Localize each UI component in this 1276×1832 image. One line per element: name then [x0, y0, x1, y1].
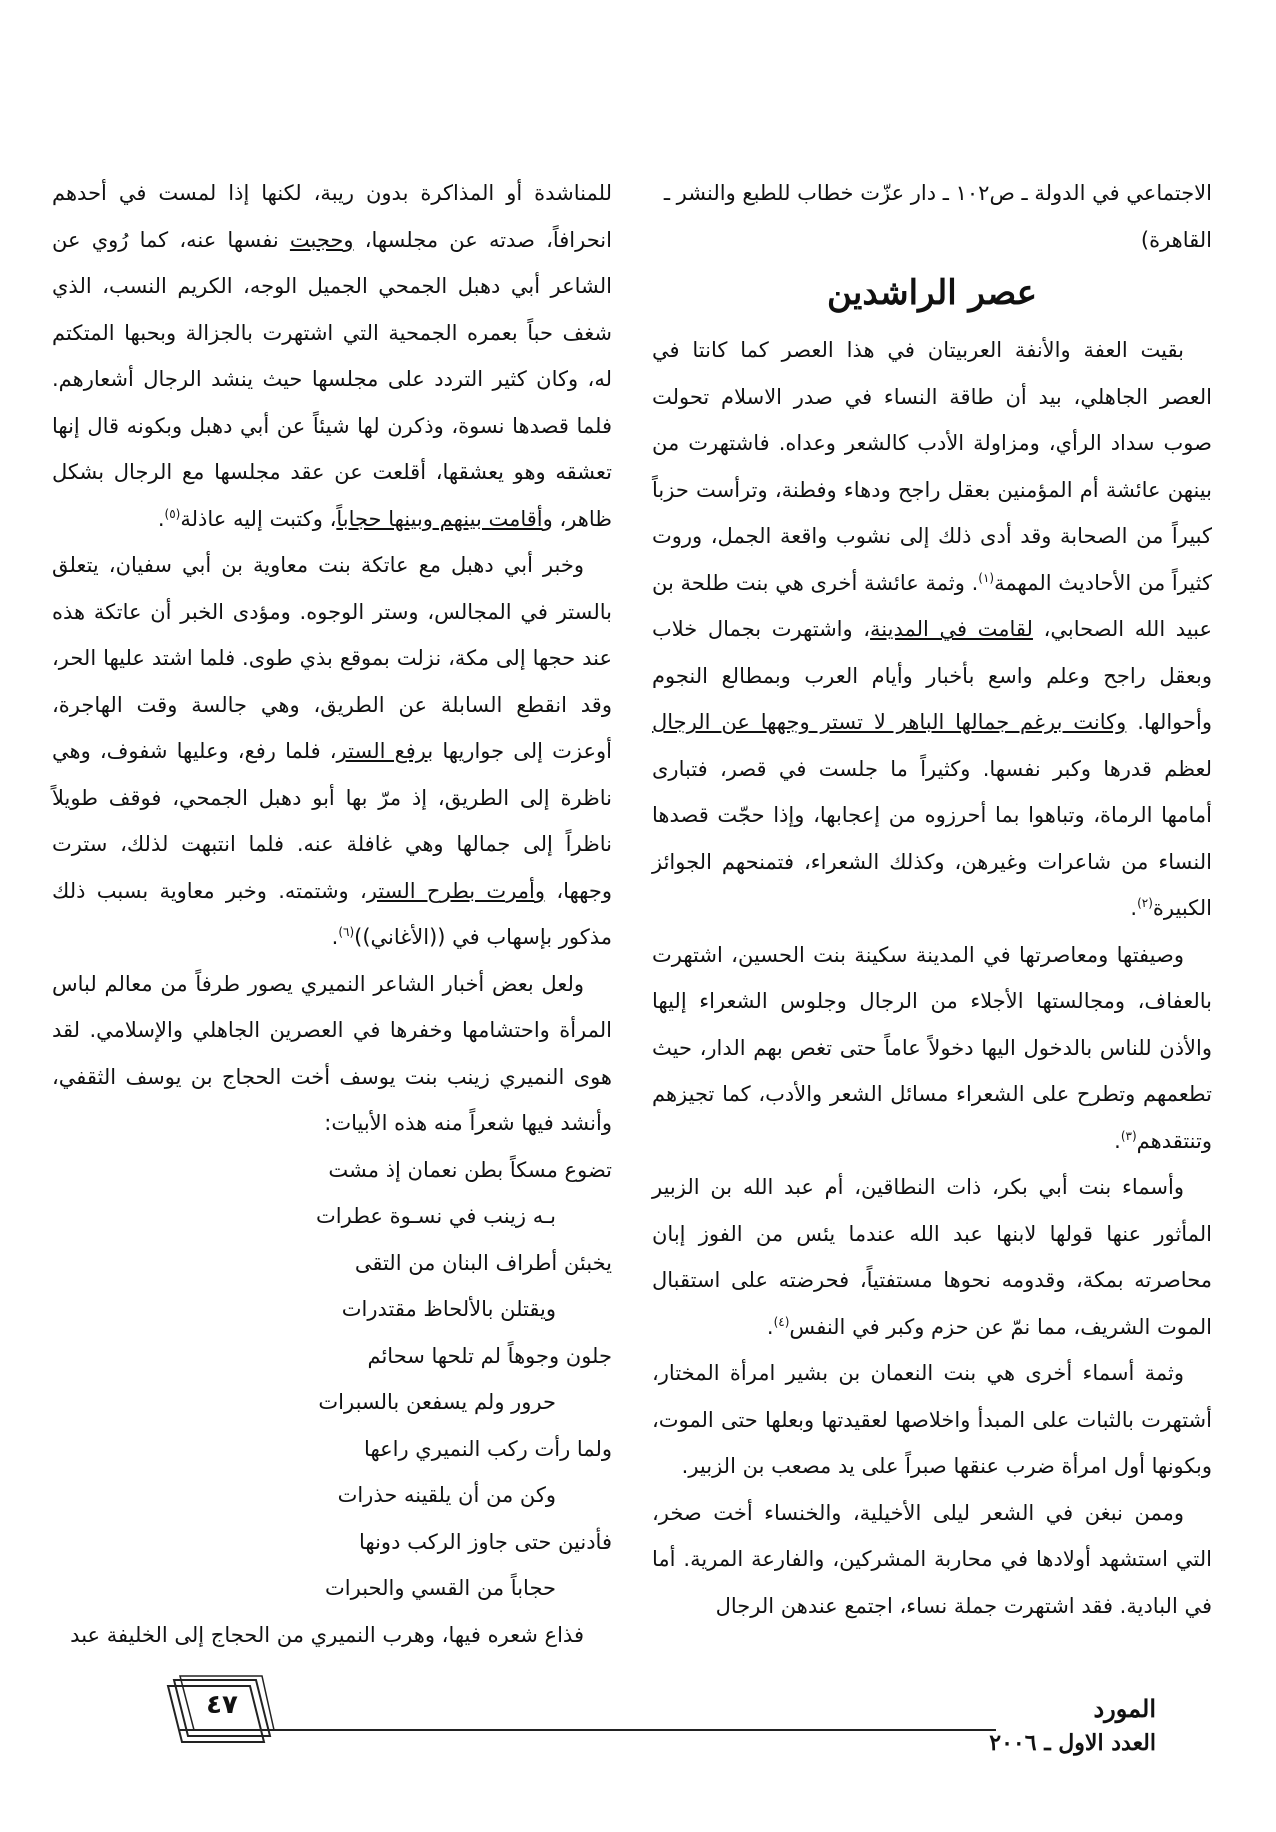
- issue-info: العدد الاول ـ ٢٠٠٦: [989, 1730, 1156, 1756]
- underlined-phrase: أقامت بينهم وبينها حجاباً: [336, 506, 543, 531]
- verse-line: ويقتلن بالألحاظ مقتدرات: [341, 1297, 556, 1321]
- text-run: . وثمة عائشة أخرى هي بنت طلحة بن عبيد الله الصحابي،: [652, 570, 1212, 641]
- paragraph-atika: [52, 542, 612, 961]
- underlined-phrase: برفع الستر: [336, 739, 434, 763]
- text-run: للمناشدة أو المذاكرة بدون ريبة، لكنها إذا لمست في أحدهم انحرافاً، صدته عن مجلسها،: [52, 181, 612, 252]
- section-title: عصر الراشدين: [826, 273, 1038, 313]
- underlined-phrase: وكانت برغم جمالها الباهر لا تستر وجهها عن الرجال: [652, 710, 1127, 734]
- text-run: ، وكتبت إليه عاذلة: [180, 506, 337, 531]
- verse-line: يخبئن أطراف البنان من التقى: [354, 1250, 612, 1275]
- text-run: وخبر أبي دهبل مع عاتكة بنت معاوية بن أبي سفيان، يتعلق بالستر في المجالس، وستر الوجوه. ومؤدى الخبر أن عاتكة هذه عند حجها إلى مكة، نزلت بموقع بذي طوى. فلما اشتد عليها الحر، وقد انقطع السابلة عن الطريق، وهي جالسة وقت الهاجرة، أوعزت إلى جواريها: [52, 553, 612, 763]
- poem: [52, 1147, 612, 1612]
- left-column: [52, 170, 612, 1658]
- right-column: [652, 170, 1212, 1629]
- verse-line: جلون وجوهاً لم تلحها سحائم: [367, 1343, 612, 1368]
- paragraph-poets: وممن نبغن في الشعر ليلى الأخيلية، والخنساء أخت صخر، التي استشهد أولادها في محاربة المشركين، والفارعة المرية. أما في البادية. فقد اشتهرت جملة نساء، اجتمع عندهن الرجال: [652, 1500, 1212, 1618]
- footnote-ref: (٦): [338, 925, 355, 939]
- paragraph-abu-dahbal: [52, 170, 612, 542]
- verse-line: تضوع مسكاً بطن نعمان إذ مشت: [328, 1157, 612, 1182]
- verse-line: ولما رأت ركب النميري راعها: [364, 1436, 612, 1461]
- verse-line: حجاباً من القسي والحبرات: [325, 1576, 556, 1600]
- footnote-ref: (٤): [773, 1314, 790, 1329]
- journal-name: المورد: [1093, 1694, 1156, 1723]
- verse-line: حرور ولم يسفعن بالسبرات: [318, 1390, 556, 1414]
- footer-divider: [180, 1729, 996, 1731]
- footnote-ref: (٥): [164, 506, 181, 521]
- text-run: .: [331, 925, 339, 949]
- text-run: وصيفتها ومعاصرتها في المدينة سكينة بنت الحسين، اشتهرت بالعفاف، ومجالستها الأجلاء من الرجال وجلوس الشعراء إليها والأذن للناس بالدخول اليها دخولاً عاماً حتى تغص بهم الدار، حيث تطعمهم وتطرح على الشعراء مسائل الشعر والأدب، كما تجيزهم وتنتقدهم: [652, 942, 1212, 1153]
- footnote-ref: (١): [978, 570, 995, 585]
- text-run: نفسها عنه، كما رُوي عن الشاعر أبي دهبل الجمحي الجميل الوجه، الكريم النسب، الذي شغف حباً بعمره الجمحية التي اشتهرت بالجزالة وبحبها المتكتم له، وكان كثير التردد على مجلسها حيث ينشد الرجال أشعارهم. فلما قصدها نسوة، وذكرن لها شيئاً عن أبي دهبل وبكونه قال إنها تعشقه وهو يعشقها، أقلعت عن عقد مجلسها مع الرجال بشكل ظاهر، و: [52, 227, 612, 531]
- paragraph-closing: فذاع شعره فيها، وهرب النميري من الحجاج إلى الخليفة عبد: [70, 1622, 584, 1647]
- paragraph-numayri: ولعل بعض أخبار الشاعر النميري يصور طرفاً من معالم لباس المرأة واحتشامها وخفرها في العصرين الجاهلي والإسلامي. لقد هوى النميري زينب بنت يوسف أخت الحجاج بن يوسف الثقفي، وأنشد فيها شعراً منه هذه الأبيات:: [52, 971, 612, 1135]
- verse-line: بـه زينب في نسـوة عطرات: [316, 1204, 556, 1228]
- footnote-ref: (٣): [1120, 1128, 1137, 1143]
- text-run: بقيت العفة والأنفة العربيتان في هذا العصر كما كانتا في العصر الجاهلي، بيد أن طاقة النساء في صدر الاسلام تحولت صوب سداد الرأي، ومزاولة الأدب كالشعر وعداه. فاشتهرت من بينهن عائشة أم المؤمنين بعقل راجح ودهاء وفطنة، وترأست حزباً كبيراً من الصحابة وقد أدى ذلك إلى نشوب واقعة الجمل، وروت كثيراً من الأحاديث المهمة: [652, 338, 1212, 595]
- underlined-phrase: لقامت في المدينة: [870, 617, 1033, 641]
- underlined-phrase: وأمرت بطرح الستر: [366, 878, 546, 903]
- text-run: .: [1114, 1128, 1121, 1153]
- verse-line: فأدنين حتى جاوز الركب دونها: [359, 1529, 612, 1554]
- text-run: ، وشتمته. وخبر معاوية بسبب ذلك مذكور بإسهاب في ((الأغاني)): [52, 878, 612, 949]
- intro-line-2: القاهرة): [1140, 227, 1212, 252]
- underlined-phrase: وحجبت: [289, 227, 354, 252]
- text-run: .: [157, 506, 165, 531]
- paragraph-asma-numan: وثمة أسماء أخرى هي بنت النعمان بن بشير امرأة المختار، أشتهرت بالثبات على المبدأ واخلاصها لعقيدتها وبعلها حتى الموت، وبكونها أول امرأة ضرب عنقها صبراً على يد مصعب بن الزبير.: [652, 1361, 1212, 1478]
- footnote-ref: (٢): [1137, 896, 1153, 910]
- page-number: ٤٧: [206, 1690, 238, 1720]
- text-run: ، فلما رفع، وعليها شفوف، وهي ناظرة إلى الطريق، إذ مرّ بها أبو دهبل الجمحي، فوقف طويلاً ناظراً إلى جمالها وهي غافلة عنه. فلما انتبهت لذلك، سترت وجهها،: [52, 739, 612, 903]
- text-run: .: [766, 1314, 774, 1339]
- verse-line: وكن من أن يلقينه حذرات: [337, 1483, 556, 1507]
- text-run: ، واشتهرت بجمال خلاب وبعقل راجح وعلم واسع بأخبار وأيام العرب وبمطالع النجوم وأحوالها.: [652, 617, 1212, 734]
- intro-line-1: الاجتماعي في الدولة ـ ص١٠٢ ـ دار عزّت خطاب للطبع والنشر ـ: [663, 181, 1212, 205]
- text-run: وأسماء بنت أبي بكر، ذات النطاقين، أم عبد الله بن الزبير المأثور عنها قولها لابنها عبد الله عندما يئس من الفوز إبان محاصرته بمكة، وقدومه نحوها مستفتياً، فحرضته على استقبال الموت الشريف، مما نمّ عن حزم وكبر في النفس: [652, 1175, 1212, 1339]
- paragraph-sukayna: [652, 932, 1212, 1165]
- paragraph-asma: [652, 1164, 1212, 1350]
- paragraph-aisha: [652, 327, 1212, 932]
- text-run: لعظم قدرها وكبر نفسها. وكثيراً ما جلست في قصر، فتبارى أمامها الرماة، وتباهوا بما أحرزوه من إعجابها، وإذا حجّت قصدها النساء من شاعرات وغيرهن، وكذلك الشعراء، فتمنحهم الجوائز الكبيرة: [652, 756, 1212, 920]
- text-run: .: [1130, 896, 1138, 920]
